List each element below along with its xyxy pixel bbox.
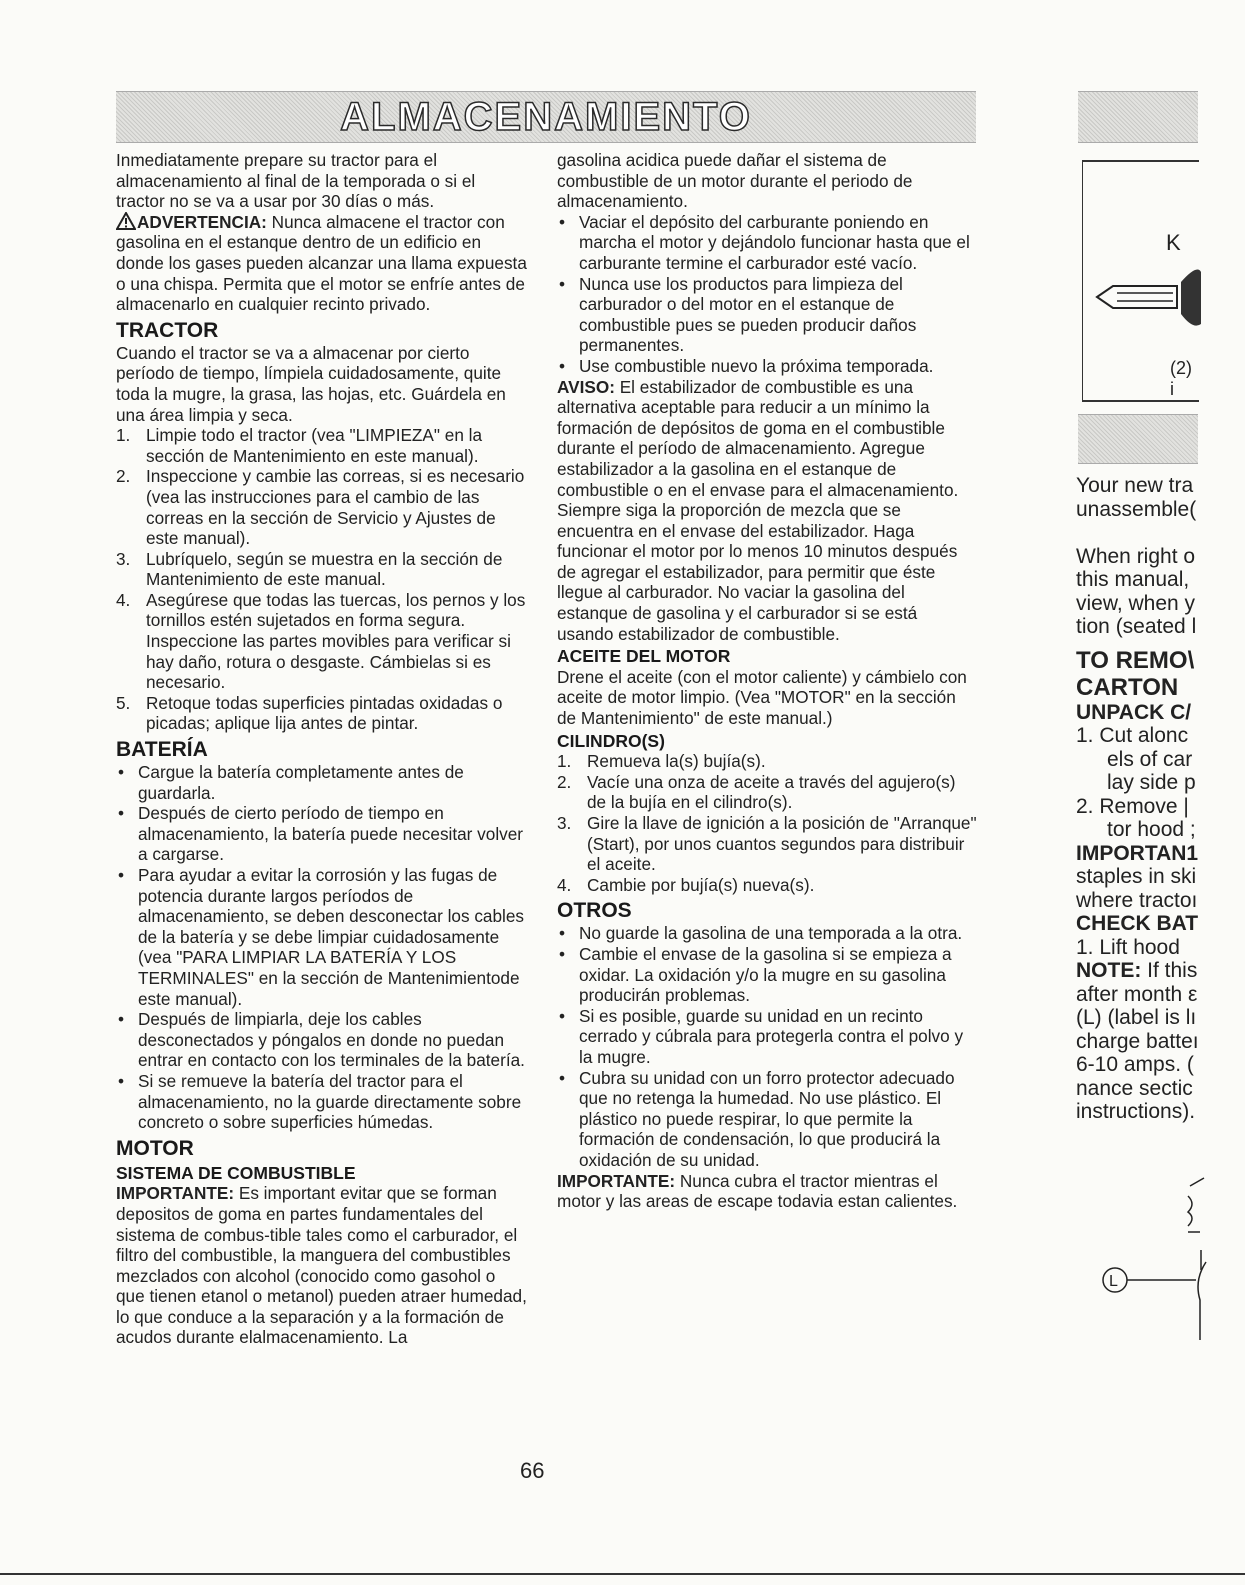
page-bottom-edge: [0, 1573, 1245, 1575]
fuel-paragraph: IMPORTANTE: Es important evitar que se forman depositos de goma en partes fundamentales del sistema de combus-tible tales como el carburador, el filtro del combustible, la manguera del combustibles mezclados con alcohol (conocido como gasohol o que tienen etanol o metanol) pueden atraer humedad, lo que conduce a la separación y a la formación de acudos durante elalmacenamiento. La: [116, 1183, 527, 1348]
oil-heading: ACEITE DEL MOTOR: [557, 646, 731, 667]
tractor-steps: [116, 425, 528, 734]
left-column: [116, 150, 528, 1348]
banner-title: ALMACENAMIENTO: [340, 94, 752, 139]
tractor-heading: TRACTOR: [116, 318, 219, 342]
cylinder-steps: [557, 751, 977, 895]
list-item: 2. Vacíe una onza de aceite a través del agujero(s) de la bujía en el cilindro(s).: [557, 771, 956, 813]
list-item: • Para ayudar a evitar la corrosión y las fugas de potencia durante largos períodos de almacenamiento, se deben desconectar los cables de la batería y se debe limpiar cuidadosamente (vea "PARA LIMPIAR LA BATERÍA Y LOS TERMINALES" en la sección de Mantenimientode este manual).: [118, 865, 524, 1009]
list-item: • Después de cierto período de tiempo en almacenamiento, la batería puede necesitar volver a cargarse.: [118, 803, 524, 865]
key-icon: [1093, 262, 1203, 332]
continued-paragraph: gasolina acidica puede dañar el sistema de combustible de un motor durante el periodo de almacenamiento.: [557, 150, 913, 212]
adjacent-gray-bar: [1078, 414, 1198, 464]
list-item: • Si se remueve la batería del tractor para el almacenamiento, no la guarde directamente sobre concreto o sobre superficies húmedas.: [118, 1070, 522, 1133]
oil-text: Drene el aceite (con el motor caliente) y cámbielo con aceite de motor limpio. (Vea "MOTOR" en la sección de Mantenimiento" de este manual.): [557, 666, 967, 729]
fuel-bullets: [557, 212, 977, 377]
list-item: 4. Cambie por bujía(s) nueva(s).: [557, 874, 815, 895]
otros-bullets: [557, 923, 977, 1170]
aviso-paragraph: AVISO: El estabilizador de combustible es una alternativa aceptable para reducir a un mínimo la formación de depósitos de goma en el combustible durante el período de almacenamiento. Agregue estabilizador a la gasolina en el estanque de combustible o en el envase para el almacenamiento. Siempre siga la proporción de mezcla que se encuentra en el envase del estabilizador. Haga funcionar el motor por lo menos 10 minutos después de agregar el estabilizador, para permitir que éste llegue al carburador. No vaciar la gasolina del estanque de gasolina y el carburador si se está usando estabilizador de combustible.: [557, 376, 959, 644]
list-item: 5. Retoque todas superficies pintadas oxidadas o picadas; aplique lija antes de pintar.: [116, 692, 503, 734]
page-number: 66: [520, 1458, 545, 1483]
otros-heading: OTROS: [557, 899, 632, 923]
intro-paragraph: Inmediatamente prepare su tractor para el almacenamiento al final de la temporada o si el tractor no se va a usar por 30 días o más.: [116, 150, 476, 212]
list-item: • Si es posible, guarde su unidad en un recinto cerrado y cúbrala para protegerla contra el polvo y la mugre.: [559, 1005, 964, 1067]
list-item: • Vaciar el depósito del carburante poniendo en marcha el motor y dejándolo funcionar hasta que el carburante termine el carburador esté vacío.: [559, 211, 970, 273]
list-item: 2. Inspeccione y cambie las correas, si es necesario (vea las instrucciones para el cambio de las correas en la sección de Servicio y Ajustes de este manual).: [116, 466, 525, 549]
list-item: 4. Asegúrese que todas las tuercas, los pernos y los tornillos estén sujetados en forma segura. Inspeccione las partes movibles para verificar si hay daño, rotura o desgaste. Cámbielas si es necesario.: [116, 589, 526, 693]
list-item: 3. Gire la llave de ignición a la posición de "Arranque" (Start), por unos cuantos segundos para distribuir el aceite.: [557, 813, 977, 875]
tractor-text: Cuando el tractor se va a almacenar por cierto período de tiempo, límpiela cuidadosamente, quite toda la mugre, la grasa, las hojas, etc. Guárdela en una área limpia y seca.: [116, 342, 506, 425]
motor-heading: MOTOR: [116, 1136, 194, 1160]
warning-icon: [116, 212, 136, 230]
warning-text: Nunca almacene el tractor con gasolina en el estanque dentro de un edificio en donde los gases pueden alcanzar una llama expuesta o una chispa. Permita que el motor se enfríe antes de almacenarlo en cualquier recinto privado.: [116, 211, 527, 315]
list-item: • Use combustible nuevo la próxima temporada.: [559, 355, 934, 376]
list-item: 1. Limpie todo el tractor (vea "LIMPIEZA" en la sección de Mantenimiento en este manual).: [116, 425, 483, 466]
fuel-heading: SISTEMA DE COMBUSTIBLE: [116, 1162, 356, 1183]
list-item: • No guarde la gasolina de una temporada a la otra.: [559, 923, 963, 944]
cylinder-heading: CILINDRO(S): [557, 730, 665, 751]
adjacent-banner: [1078, 91, 1198, 143]
list-item: • Cargue la batería completamente antes de guardarla.: [118, 762, 464, 803]
list-item: • Después de limpiarla, deje los cables desconectados y póngalos en donde no puedan entrar en contacto con los terminales de la batería.: [118, 1009, 525, 1071]
section-banner: [116, 91, 976, 143]
middle-column: [557, 150, 977, 1212]
adjacent-page-fragment: [1076, 0, 1245, 1585]
important-paragraph: IMPORTANTE: Nunca cubra el tractor mientras el motor y las areas de escape todavia estan calientes.: [557, 1170, 958, 1212]
battery-heading: BATERÍA: [116, 738, 208, 762]
list-item: • Nunca use los productos para limpieza del carburador o del motor en el estanque de combustible pues se pueden producir daños permanentes.: [559, 273, 917, 356]
list-item: • Cambie el envase de la gasolina si se empieza a oxidar. La oxidación y/o la mugre en su gasolina producirán problemas.: [559, 943, 952, 1006]
battery-bullets: [116, 762, 528, 1133]
list-item: • Cubra su unidad con un forro protector adecuado que no retenga la humedad. No use plástico. El plástico no puede respirar, lo que permite la formación de condensación, lo que producirá la oxidación de su unidad.: [559, 1067, 955, 1170]
adjacent-figure-box: [1082, 160, 1199, 402]
list-item: 1. Remueva la(s) bujía(s).: [557, 751, 766, 772]
adjacent-text: Your new tra unassemble( When right o this manual, view, when y tion (seated l TO REMO\ CARTON UNPACK C/ 1. Cut alonc els of car lay side p 2. Remove | tor hood ; IMPORTAN1 staples in ski where tractoı CHECK BAT 1. Lift hood NOTE: If this after month ε (L) (label is lı charge batteı 6-10 amps. ( nance sectic instructions).: [1076, 474, 1199, 1123]
svg-text:L: L: [1109, 1273, 1118, 1290]
list-item: 3. Lubríquelo, según se muestra en la sección de Mantenimiento de este manual.: [116, 548, 503, 590]
warning-label: ADVERTENCIA:: [137, 211, 267, 232]
warning-paragraph: [116, 212, 528, 315]
battery-figure: [1096, 1170, 1236, 1350]
figure-caption: (2) i: [1170, 358, 1192, 399]
figure-label: K: [1166, 230, 1181, 255]
